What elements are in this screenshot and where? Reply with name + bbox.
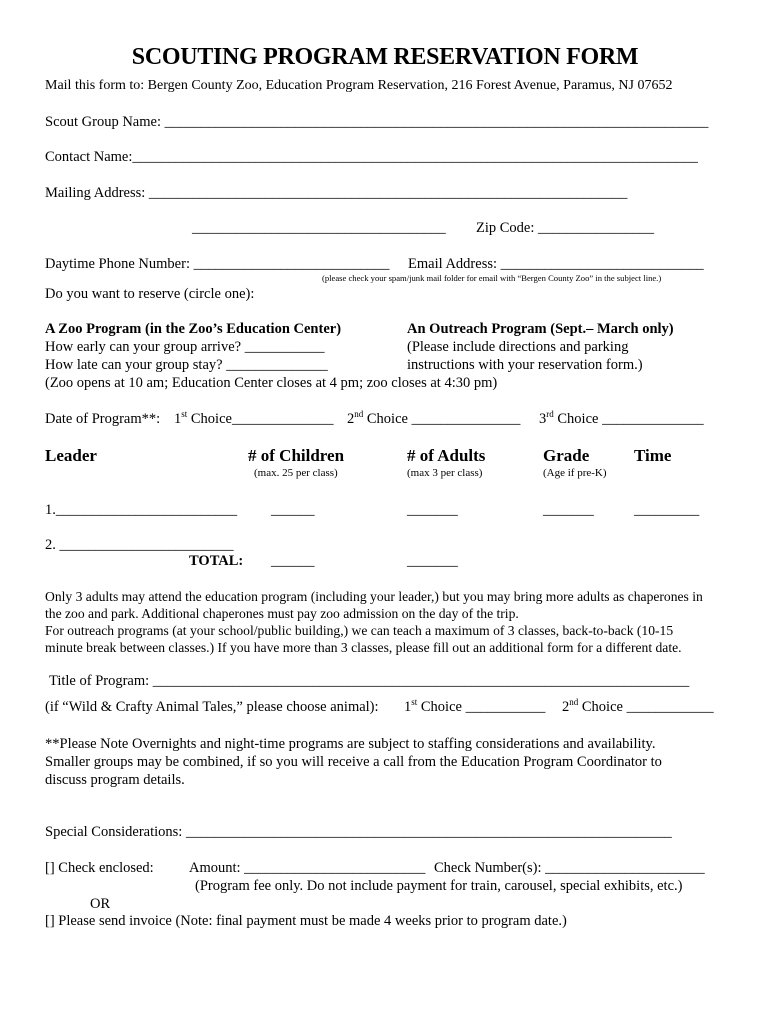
animal-first-choice-text: Choice ___________ (417, 699, 546, 715)
date-first-choice-text: Choice______________ (187, 411, 334, 427)
adults-info-line3: For outreach programs (at your school/public building,) we can teach a maximum of 3 classes, back-to-back (10-15 (45, 623, 674, 638)
adults-max-note: (max 3 per class) (407, 467, 483, 479)
children-max-note: (max. 25 per class) (254, 467, 338, 479)
outreach-note-line2: instructions with your reservation form.) (407, 357, 643, 373)
animal-second-choice-sup: nd (569, 697, 579, 708)
animal-first-choice-sup: st (411, 697, 418, 708)
mailing-address-field[interactable]: Mailing Address: __________________________________________________________________ (45, 185, 628, 201)
grade-1-field[interactable]: _______ (543, 502, 594, 518)
date-first-choice-field[interactable] (174, 411, 333, 428)
overnight-note (45, 735, 725, 789)
outreach-program-option[interactable]: An Outreach Program (Sept.– March only) (407, 321, 674, 337)
overnight-note-line2: Smaller groups may be combined, if so you will receive a call from the Education Program Coordinator to (45, 754, 662, 770)
children-1-field[interactable]: ______ (271, 502, 315, 518)
date-third-choice-text: Choice ______________ (553, 411, 704, 427)
wild-crafty-label: (if “Wild & Crafty Animal Tales,” please choose animal): (45, 699, 379, 715)
program-fee-note: (Program fee only. Do not include payment for train, carousel, special exhibits, etc.) (195, 878, 683, 894)
overnight-note-line3: discuss program details. (45, 772, 185, 788)
date-first-choice-num: 1 (174, 411, 182, 427)
total-adults-field[interactable]: _______ (407, 553, 458, 569)
mail-to-address: Mail this form to: Bergen County Zoo, Education Program Reservation, 216 Forest Avenue, Paramus, NJ 07652 (45, 78, 673, 93)
grade-age-note: (Age if pre-K) (543, 467, 607, 479)
date-first-choice-sup: st (181, 409, 188, 420)
date-third-choice-sup: rd (546, 409, 554, 420)
total-children-field[interactable]: ______ (271, 553, 315, 569)
date-second-choice-text: Choice _______________ (363, 411, 521, 427)
adults-info-line1: Only 3 adults may attend the education program (including your leader,) but you may bring more adults as chaperones in (45, 589, 703, 604)
email-address-field[interactable]: Email Address: ____________________________ (408, 256, 704, 272)
contact-name-field[interactable]: Contact Name:______________________________________________________________________________ (45, 149, 698, 165)
title-of-program-field[interactable]: Title of Program: __________________________________________________________________________ (49, 673, 690, 689)
reserve-question: Do you want to reserve (circle one): (45, 286, 255, 302)
time-1-field[interactable]: _________ (634, 502, 700, 518)
leader-1-field[interactable]: 1._________________________ (45, 502, 238, 518)
animal-first-choice-field[interactable] (404, 699, 545, 716)
overnight-note-line1: **Please Note Overnights and night-time programs are subject to staffing considerations and availability. (45, 736, 656, 752)
date-second-choice-field[interactable] (347, 411, 520, 428)
total-label: TOTAL: (189, 553, 244, 569)
children-header: # of Children (248, 446, 345, 465)
special-considerations-field[interactable]: Special Considerations: ___________________________________________________________________ (45, 824, 672, 840)
adults-info-paragraph (45, 588, 725, 656)
zip-code-field[interactable]: Zip Code: ________________ (476, 220, 655, 236)
leader-header: Leader (45, 446, 97, 465)
amount-field[interactable]: Amount: _________________________ (189, 860, 426, 876)
arrive-time-field[interactable]: How early can your group arrive? ___________ (45, 339, 325, 355)
check-enclosed-checkbox[interactable]: [] Check enclosed: (45, 860, 154, 876)
date-second-choice-num: 2 (347, 411, 355, 427)
zoo-hours-note: (Zoo opens at 10 am; Education Center closes at 4 pm; zoo closes at 4:30 pm) (45, 375, 498, 391)
animal-first-choice-num: 1 (404, 699, 412, 715)
or-label: OR (90, 896, 111, 912)
animal-second-choice-num: 2 (562, 699, 570, 715)
zoo-program-option[interactable]: A Zoo Program (in the Zoo’s Education Center) (45, 321, 342, 337)
date-third-choice-field[interactable] (539, 411, 704, 428)
check-number-field[interactable]: Check Number(s): ______________________ (434, 860, 705, 876)
stay-time-field[interactable]: How late can your group stay? ______________ (45, 357, 328, 373)
send-invoice-checkbox[interactable]: [] Please send invoice (Note: final payment must be made 4 weeks prior to program date.) (45, 913, 567, 929)
outreach-note-line1: (Please include directions and parking (407, 339, 629, 355)
page-title: SCOUTING PROGRAM RESERVATION FORM (131, 44, 639, 70)
grade-header: Grade (543, 446, 590, 465)
date-second-choice-sup: nd (354, 409, 364, 420)
adults-header: # of Adults (407, 446, 486, 465)
date-of-program-label: Date of Program**: (45, 411, 161, 427)
scout-group-name-field[interactable]: Scout Group Name: ___________________________________________________________________________ (45, 114, 709, 130)
leader-2-field[interactable]: 2. ________________________ (45, 537, 234, 553)
daytime-phone-field[interactable]: Daytime Phone Number: ___________________________ (45, 256, 390, 272)
adults-info-line4: minute break between classes.) If you have more than 3 classes, please fill out an additional form for a different date. (45, 640, 682, 655)
adults-info-line2: the zoo and park. Additional chaperones must pay zoo admission on the day of the trip. (45, 606, 519, 621)
date-third-choice-num: 3 (539, 411, 547, 427)
adults-1-field[interactable]: _______ (407, 502, 458, 518)
mailing-address-line2-field[interactable]: ___________________________________ (192, 220, 446, 236)
time-header: Time (634, 446, 672, 465)
email-spam-note: (please check your spam/junk mail folder for email with “Bergen County Zoo” in the subject line.) (322, 273, 662, 283)
animal-second-choice-field[interactable] (562, 699, 714, 716)
animal-second-choice-text: Choice ____________ (578, 699, 714, 715)
